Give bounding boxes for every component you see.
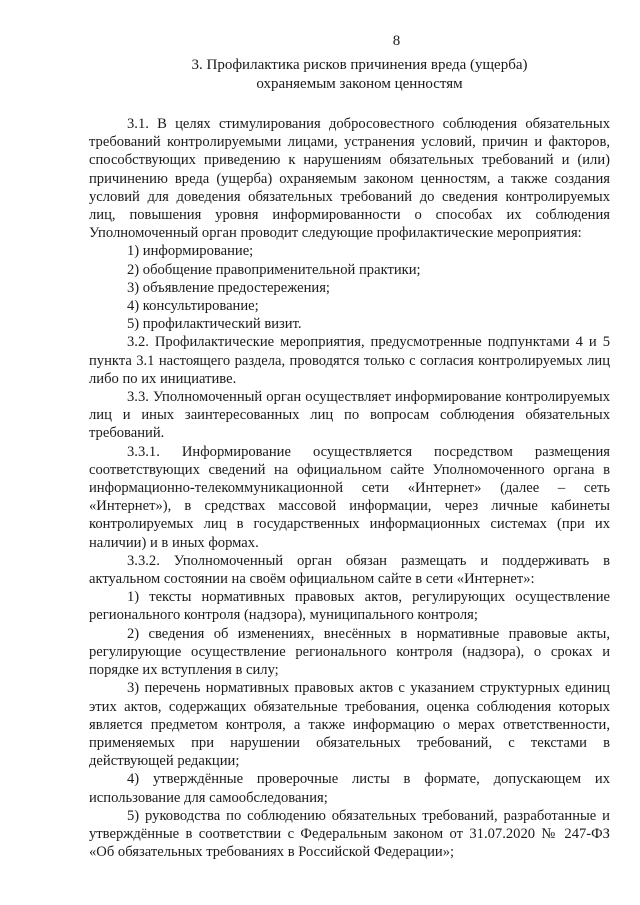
- measure-item: 5) профилактический визит.: [127, 316, 302, 333]
- list-item: 5) руководства по соблюдению обязательных требований, разработанные и утверждённые в соответствии с Федеральным законом от 31.07.2020 № 247-ФЗ «Об обязательных требованиях в Российской Федерации»;: [89, 807, 610, 861]
- list-item: 3) перечень нормативных правовых актов с указанием структурных единиц этих актов, содержащих обязательные требования, оценка соблюдения которых является предметом контроля, а также информацию о мерах ответственности, применяемых при нарушении обязательных требований, с текстами в действующей редакции;: [89, 680, 610, 770]
- measure-item: 2) обобщение правоприменительной практики;: [127, 261, 421, 278]
- paragraph-3-3: 3.3. Уполномоченный орган осуществляет информирование контролируемых лиц и иных заинтересованных лиц по вопросам соблюдения обязательных требований.: [89, 389, 610, 442]
- measure-item: 3) объявление предостережения;: [127, 279, 330, 296]
- list-item: 2) сведения об изменениях, внесённых в нормативные правовые акты, регулирующие осуществление регионального контроля (надзора), о сроках и порядке их вступления в силу;: [89, 625, 610, 679]
- section-heading: [109, 56, 610, 94]
- list-item: 1) тексты нормативных правовых актов, регулирующих осуществление регионального контроля (надзора), муниципального контроля;: [89, 589, 610, 624]
- paragraph-3-3-1: 3.3.1. Информирование осуществляется посредством размещения соответствующих сведений на официальном сайте Уполномоченного органа в информационно-телекоммуникационной сети «Интернет» (далее – сеть «Интернет»), в средствах массовой информации, через личные кабинеты контролируемых лиц в государственных информационных системах (при их наличии) и в иных формах.: [89, 443, 610, 551]
- paragraph-3-1: 3.1. В целях стимулирования добросовестного соблюдения обязательных требований контролируемыми лицами, устранения условий, причин и факторов, способствующих приведению к нарушениям обязательных требований и (или) причинению вреда (ущерба) охраняемым законом ценностям, а также создания условий для доведения обязательных требований до сведения контролируемых лиц, повышения уровня информированности о способах их соблюдения Уполномоченный орган проводит следующие профилактические мероприятия:: [89, 116, 610, 242]
- measure-item: 4) консультирование;: [127, 298, 259, 315]
- section-heading-line1: 3. Профилактика рисков причинения вреда (ущерба): [191, 57, 528, 73]
- page-number: 8: [392, 33, 401, 49]
- measure-item: 1) информирование;: [127, 243, 254, 260]
- paragraph-3-2: 3.2. Профилактические мероприятия, предусмотренные подпунктами 4 и 5 пункта 3.1 настоящего раздела, проводятся только с согласия контролируемых лиц либо по их инициативе.: [89, 334, 610, 387]
- section-heading-line2: охраняемым законом ценностям: [256, 76, 463, 92]
- paragraph-3-3-2: 3.3.2. Уполномоченный орган обязан размещать и поддерживать в актуальном состоянии на своём официальном сайте в сети «Интернет»:: [89, 552, 610, 588]
- list-item: 4) утверждённые проверочные листы в формате, допускающем их использование для самообследования;: [89, 771, 610, 806]
